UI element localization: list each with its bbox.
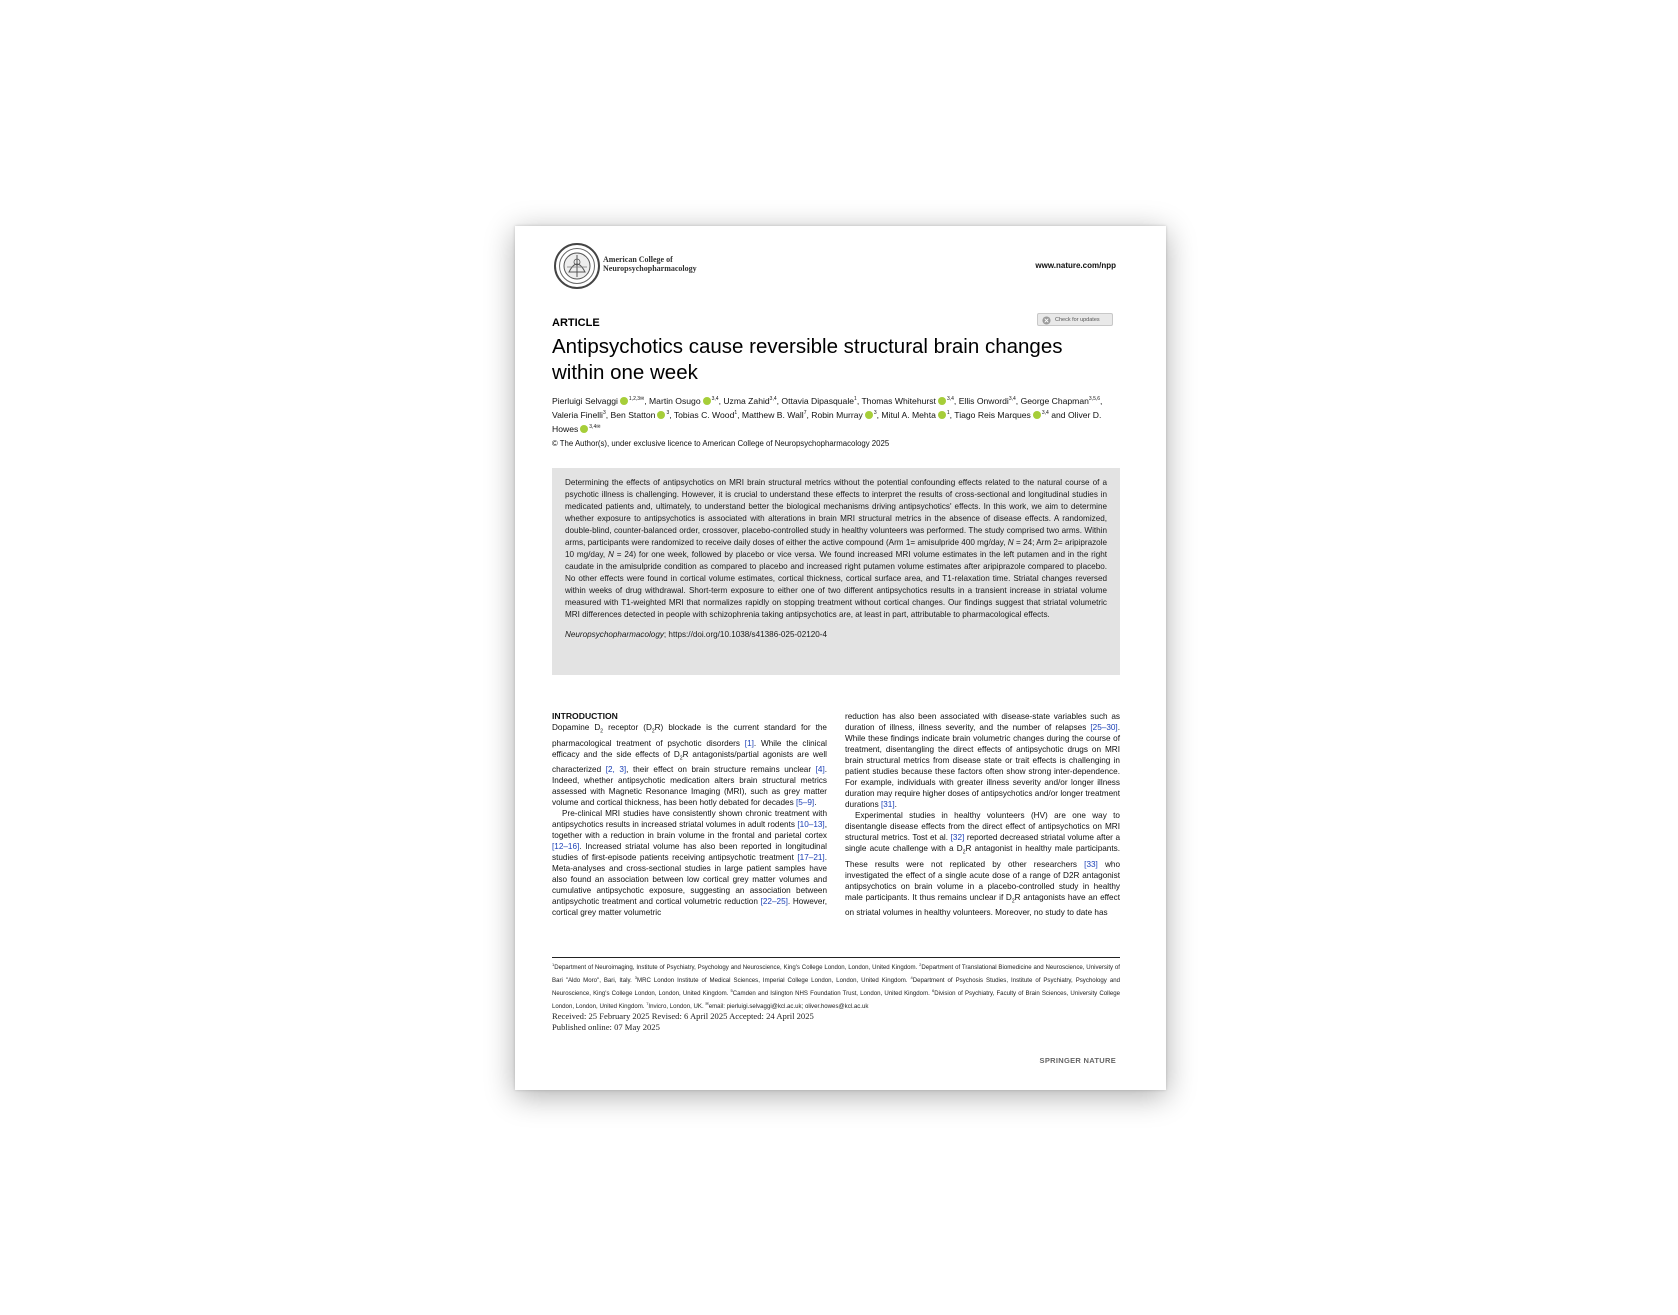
author-affiliation-sup: 3,4✉ (589, 423, 601, 430)
author-affiliation-sup: 3 (666, 409, 670, 416)
body-column-right (845, 711, 1120, 918)
author-affiliation-sup: 3 (873, 409, 877, 416)
affiliation-number: 4 (910, 975, 913, 981)
author-separator: , (718, 395, 724, 406)
author-affiliation-sup: 3,4 (769, 396, 777, 402)
citation-ref-link[interactable]: [33] (1084, 859, 1098, 869)
author-separator: , (856, 395, 862, 406)
citation-ref-link[interactable]: [17–21] (797, 853, 825, 863)
author-affiliation-sup: 1 (946, 409, 950, 416)
author-separator: , (806, 409, 812, 420)
journal-url-link[interactable]: www.nature.com/npp (1035, 261, 1116, 270)
article-page (515, 226, 1166, 1090)
author-separator: , (605, 409, 611, 420)
abstract-box (552, 468, 1120, 675)
author-affiliation-sup: 1,2,3✉ (628, 396, 645, 402)
citation-ref-link[interactable]: [32] (950, 833, 965, 842)
author-name[interactable]: Tiago Reis Marques (954, 409, 1031, 420)
citation-ref-link[interactable]: [2, 3] (605, 765, 627, 775)
affiliation-number: 6 (932, 988, 935, 994)
article-type-label: ARTICLE (552, 317, 600, 329)
citation-ref-link[interactable]: [5–9] (795, 798, 815, 808)
author-name[interactable]: Ellis Onwordi (958, 395, 1009, 406)
citation-ref-link[interactable]: [10–13] (797, 820, 825, 830)
paragraph: Pre-clinical MRI studies have consistently shown chronic treatment with antipsychotics results in increased striatal volumes in adult rodents [10–13], together with a reduction in brain volume in the frontal and parietal cortex [12–16]. Increased striatal volume has also been reported in longitudinal studies of first-episode patients receiving antipsychotic treatment [17–21]. Meta-analyses and cross-sectional studies in large patient samples have also found an association between low cortical grey matter volumes and cumulative antipsychotic exposure, suggesting an association between antipsychotic treatment and cortical volumetric reduction [22–25]. However, cortical grey matter volumetric (552, 809, 827, 918)
affiliation-number: 1 (552, 962, 555, 967)
author-affiliation-sup: 3,4 (1008, 396, 1016, 402)
author-name[interactable]: Martin Osugo (649, 395, 701, 406)
author-affiliation-sup: 3,4 (711, 396, 719, 402)
received-revised-accepted-dates: Received: 25 February 2025 Revised: 6 April 2025 Accepted: 24 April 2025 (552, 1011, 814, 1021)
citation-ref-link[interactable]: [12–16] (552, 842, 580, 852)
published-online-date: Published online: 07 May 2025 (552, 1022, 660, 1032)
affiliations-footnote (552, 960, 1120, 1012)
affiliation-number: 5 (730, 988, 733, 994)
author-affiliation-sup: 3,4 (1041, 409, 1049, 416)
org-line-1: American College of (603, 255, 673, 264)
orcid-icon[interactable] (703, 397, 711, 405)
author-affiliation-sup: 1 (734, 409, 738, 416)
orcid-icon[interactable] (620, 397, 628, 405)
article-dates (552, 1011, 814, 1033)
author-name[interactable]: Ottavia Dipasquale (781, 395, 855, 406)
paragraph: Experimental studies in healthy volunteers (HV) are one way to disentangle disease effects from the direct effect of antipsychotics on MRI structural metrics. Tost et al. [32] reported decreased striatal volume after a single acute challenge with a $D_2R$ antagonist in healthy male participants. These results were not replicated by other researchers [33] who investigated the effect of a single acute dose of a range of D2R antagonist antipsychotics on brain volume in a placebo-controlled study in healthy male participants. It thus remains unclear if $D_2R$ antagonists have an effect on striatal volumes in healthy volunteers. Moreover, no study to date has (845, 811, 1121, 918)
affiliation-number: 3 (634, 975, 637, 981)
paragraph: reduction has also been associated with disease-state variables such as duration of illness, illness severity, and the number of relapses [25–30]. While these findings indicate brain volumetric changes during the course of treatment, disentangling the direct effects of antipsychotic drugs on MRI brain structural metrics from disease state or trait effects is challenging in patient studies because these factors often show strong inter-dependence. For example, individuals with greater illness severity and/or longer illness duration may require higher doses of antipsychotics and/or longer treatment durations [31]. (845, 712, 1120, 809)
orcid-icon[interactable] (938, 397, 946, 405)
author-affiliation-sup: 7 (803, 409, 807, 416)
citation-ref-link[interactable]: [4] (815, 765, 825, 775)
author-separator: , (737, 409, 742, 420)
crossmark-icon (1042, 316, 1051, 325)
citation-ref-link[interactable]: [25–30] (1090, 723, 1118, 732)
affiliation-number: 2 (919, 962, 922, 967)
author-separator: , (876, 409, 882, 420)
author-name[interactable]: Mitul A. Mehta (881, 409, 936, 420)
author-name[interactable]: Valeria Finelli (552, 409, 603, 420)
orcid-icon[interactable] (1033, 411, 1041, 419)
affiliation-number: ✉ (705, 1001, 709, 1007)
author-separator: , (1100, 395, 1103, 406)
affiliation-text: Invicro, London, UK. (648, 1003, 706, 1011)
author-name[interactable]: Ben Statton (610, 409, 656, 420)
article-title: Antipsychotics cause reversible structural brain changes within one week (552, 335, 1063, 384)
author-name[interactable]: George Chapman (1020, 395, 1089, 406)
author-list (552, 393, 1120, 435)
author-affiliation-sup: 1 (854, 396, 857, 402)
paragraph: Dopamine $D_2$ receptor $(D_2R)$ blockade is the current standard for the pharmacological treatment of psychotic disorders [1]. While the clinical efficacy and the side effects of $D_2R$ antagonists/partial agonists are well characterized [2, 3], their effect on brain structure remains unclear [4]. Indeed, whether antipsychotic medication alters brain structural metrics assessed with Magnetic Resonance Imaging (MRI), such as grey matter volume and cortical thickness, has been hotly debated for decades [5–9]. (552, 723, 828, 808)
author-separator: , (669, 409, 674, 420)
orcid-icon[interactable] (580, 425, 588, 433)
affiliation-text: Department of Translational Biomedicine and Neuroscience, University of Bari "Aldo Moro", Bari, Italy. (552, 964, 1120, 985)
author-affiliation-sup: 3 (602, 409, 606, 416)
affiliation-text: email: pierluigi.selvaggi@kcl.ac.uk; oliver.howes@kcl.ac.uk (708, 1003, 869, 1011)
author-name[interactable]: Matthew B. Wall (741, 409, 804, 420)
author-separator: , (949, 409, 955, 420)
author-separator: , (1015, 395, 1021, 406)
affiliation-number: 7 (646, 1001, 649, 1007)
author-name[interactable]: Oliver D. Howes (552, 409, 1102, 434)
publisher-logo: SPRINGER NATURE (1039, 1056, 1116, 1065)
citation-line (565, 630, 1107, 639)
orcid-icon[interactable] (938, 411, 946, 419)
affiliation-text: MRC London Institute of Medical Sciences, Imperial College London, London, United Kingdom. (637, 977, 911, 985)
organization-name (603, 255, 697, 273)
affiliation-text: Division of Psychiatry, Faculty of Brain Sciences, University College London, London, United Kingdom. (552, 990, 1120, 1011)
author-separator: , (776, 395, 782, 406)
citation-ref-link[interactable]: [1] (744, 738, 754, 748)
footnote-divider (552, 957, 1120, 958)
author-name[interactable]: Thomas Whitehurst (861, 395, 936, 406)
check-for-updates-label: Check for updates (1055, 317, 1100, 323)
author-separator: , (644, 395, 650, 406)
author-name[interactable]: Uzma Zahid (723, 395, 770, 406)
body-column-left (552, 711, 827, 918)
author-name[interactable]: Pierluigi Selvaggi (552, 395, 618, 406)
copyright-notice: © The Author(s), under exclusive licence to American College of Neuropsychopharmacology 2025 (552, 439, 890, 448)
author-name[interactable]: Robin Murray (811, 409, 863, 420)
affiliation-text: Camden and Islington NHS Foundation Trust, London, United Kingdom. (732, 990, 932, 998)
abstract-text: Determining the effects of antipsychotics on MRI brain structural metrics without the potential confounding effects related to the natural course of a psychotic illness is challenging. However, it is crucial to understand these effects to interpret the results of cross-sectional and longitudinal studies in medicated patients and, ultimately, to understand better the biological mechanisms driving antipsychotics' effects. In this work, we aim to determine whether exposure to antipsychotics is associated with alterations in brain MRI structural metrics in the absence of disease effects. A randomized, double-blind, counter-balanced order, crossover, placebo-controlled study in healthy volunteers was performed. The study comprised two arms. Within arms, participants were randomized to receive daily doses of either the active compound (Arm 1= amisulpride 400 mg/day, N = 24; Arm 2= aripiprazole 10 mg/day, N = 24) for one week, followed by placebo or vice versa. We found increased MRI volume estimates in the left putamen and in the right caudate in the amisulpride condition as compared to placebo and increased right putamen volume estimates after aripiprazole compared to placebo. No other effects were found in cortical volume estimates, cortical thickness, cortical surface area, and T1-relaxation time. Striatal changes reversed within weeks of drug withdrawal. Short-term exposure to either one of two different antipsychotics results in a transient increase in striatal volume measured with T1-weighted MRI that normalizes rapidly on stopping treatment without cortical changes. Our findings suggest that striatal volumetric MRI differences detected in people with schizophrenia taking antipsychotics are, at least in part, attributable to pharmacological effects. (565, 478, 1107, 619)
orcid-icon[interactable] (865, 411, 873, 419)
org-line-2: Neuropsychopharmacology (603, 264, 697, 273)
author-name[interactable]: Tobias C. Wood (673, 409, 735, 420)
citation-ref-link[interactable]: [22–25] (760, 897, 788, 907)
orcid-icon[interactable] (657, 411, 665, 419)
section-heading-introduction: INTRODUCTION (552, 711, 618, 721)
author-separator: and (1048, 409, 1068, 420)
check-for-updates-button[interactable] (1037, 313, 1113, 326)
author-separator: , (953, 395, 959, 406)
journal-name: Neuropsychopharmacology (565, 630, 664, 639)
citation-ref-link[interactable]: [31] (880, 800, 895, 809)
author-affiliation-sup: 3,4 (946, 396, 954, 402)
affiliation-text: Department of Neuroimaging, Institute of Psychiatry, Psychology and Neuroscience, King's College London, London, United Kingdom. (554, 964, 920, 972)
doi-link[interactable]: ; https://doi.org/10.1038/s41386-025-02120-4 (663, 630, 827, 639)
author-affiliation-sup: 3,5,6 (1088, 396, 1101, 402)
affiliation-text: Department of Psychosis Studies, Institute of Psychiatry, Psychology and Neuroscience, King's College London, London, United Kingdom. (552, 977, 1120, 998)
acnp-seal-logo (553, 242, 601, 290)
